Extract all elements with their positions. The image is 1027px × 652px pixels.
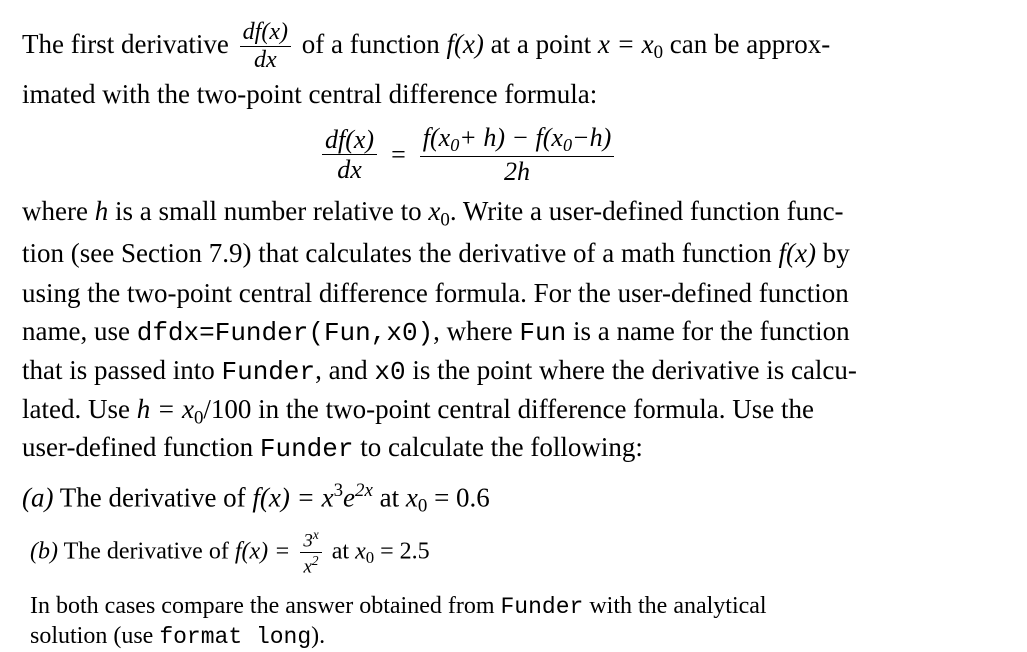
superscript: 2x [355,480,373,501]
math-term: x [303,556,312,578]
code-format-long: format long [159,624,312,650]
math-term: 3 [303,530,313,552]
intro-line-2 [22,77,597,111]
body-line-5 [22,353,857,389]
superscript: 2 [311,553,319,569]
math-point: x = x [597,28,654,59]
part-label: (b) [30,538,58,565]
math-term: = 0.6 [434,482,490,513]
formula-rhs [420,124,614,186]
part-a [22,474,490,524]
equals-sign: = [391,139,406,169]
math-fx: f(x) [778,238,816,268]
subscript: 0 [365,547,375,567]
body-text: , and [315,355,368,385]
math-x: x [428,196,441,226]
subscript: 0 [440,209,450,231]
math-term: f(x [422,123,451,152]
derivative-fraction-inline [240,20,291,73]
fraction-denominator [300,553,321,577]
body-text: in the two-point central difference formula. Use the [258,394,814,424]
body-line-4 [22,314,850,350]
fraction-numerator [420,124,614,157]
body-text: lated. Use [22,394,130,424]
intro-text: of a function [301,28,440,59]
body-text: is the point where the derivative is calcu- [412,355,857,385]
code-funder: Funder [221,357,316,387]
part-label: (a) [22,482,54,513]
fraction-numerator [300,528,321,553]
part-b-fraction [300,528,321,578]
math-term: f(x) = [234,538,291,565]
intro-line-1 [22,20,830,73]
intro-text: imated with the two-point central difference formula: [22,79,598,109]
closing-text: solution (use [30,623,154,649]
body-text: user-defined function [22,432,254,462]
math-term: f(x) = x [252,482,334,513]
fraction-denominator: dx [254,47,277,74]
fraction-denominator: dx [337,155,362,185]
code-x0: x0 [374,357,406,387]
closing-text: In both cases compare the answer obtained from [30,593,495,619]
closing-line-2 [30,621,325,652]
body-text: to calculate the following: [360,432,643,462]
central-difference-formula [318,124,618,186]
body-text: by [822,238,850,268]
code-funder: Funder [259,434,354,464]
math-x: x [355,538,366,565]
formula-lhs [322,126,377,184]
body-text: is a small number relative to [114,196,422,226]
part-text: The derivative of [59,482,246,513]
math-term: −h) [572,123,612,152]
fraction-numerator: df(x) [240,20,291,47]
body-text: where [22,196,88,226]
math-h: h [94,196,109,226]
closing-line-1 [30,591,767,622]
code-fun: Fun [519,318,567,348]
body-line-6 [22,392,814,435]
fraction-numerator: df(x) [322,126,377,155]
subscript: 0 [417,495,428,517]
math-term: = x [156,394,194,424]
intro-text: at a point [490,28,592,59]
part-b [30,528,430,578]
superscript: x [312,527,319,542]
part-text: The derivative of [63,538,229,565]
body-text: that is passed into [22,355,215,385]
math-term: e [343,482,356,513]
closing-text: with the analytical [589,593,767,619]
subscript: 0 [562,135,573,156]
body-text: name, use [22,316,130,346]
fraction-denominator: 2h [504,157,530,187]
body-line-3 [22,276,849,310]
closing-text: ). [311,623,326,649]
code-funder: Funder [500,594,584,620]
math-term: /100 [203,394,252,424]
subscript: 0 [193,407,204,429]
superscript: 3 [333,480,344,501]
body-text: . Write a user-defined function func- [449,196,844,226]
subscript: 0 [653,42,664,64]
math-h: h [136,394,151,424]
body-text: tion (see Section 7.9) that calculates the derivative of a math function [22,238,772,268]
intro-text: The first derivative [22,28,229,59]
math-x: x [405,482,418,513]
body-line-2 [22,236,850,270]
part-text: at [379,482,400,513]
part-text: at [331,538,350,565]
body-text: is a name for the function [572,316,850,346]
math-term: = 2.5 [380,538,430,565]
math-term: + h) − f(x [459,123,563,152]
math-fx: f(x) [446,28,484,59]
intro-text: can be approx- [669,28,831,59]
body-text: using the two-point central difference formula. For the user-defined function [22,278,849,308]
subscript: 0 [450,135,460,156]
body-line-7 [22,430,643,466]
body-text: , where [433,316,513,346]
code-funder-signature: dfdx=Funder(Fun,x0) [136,318,434,348]
body-line-1 [22,194,844,237]
